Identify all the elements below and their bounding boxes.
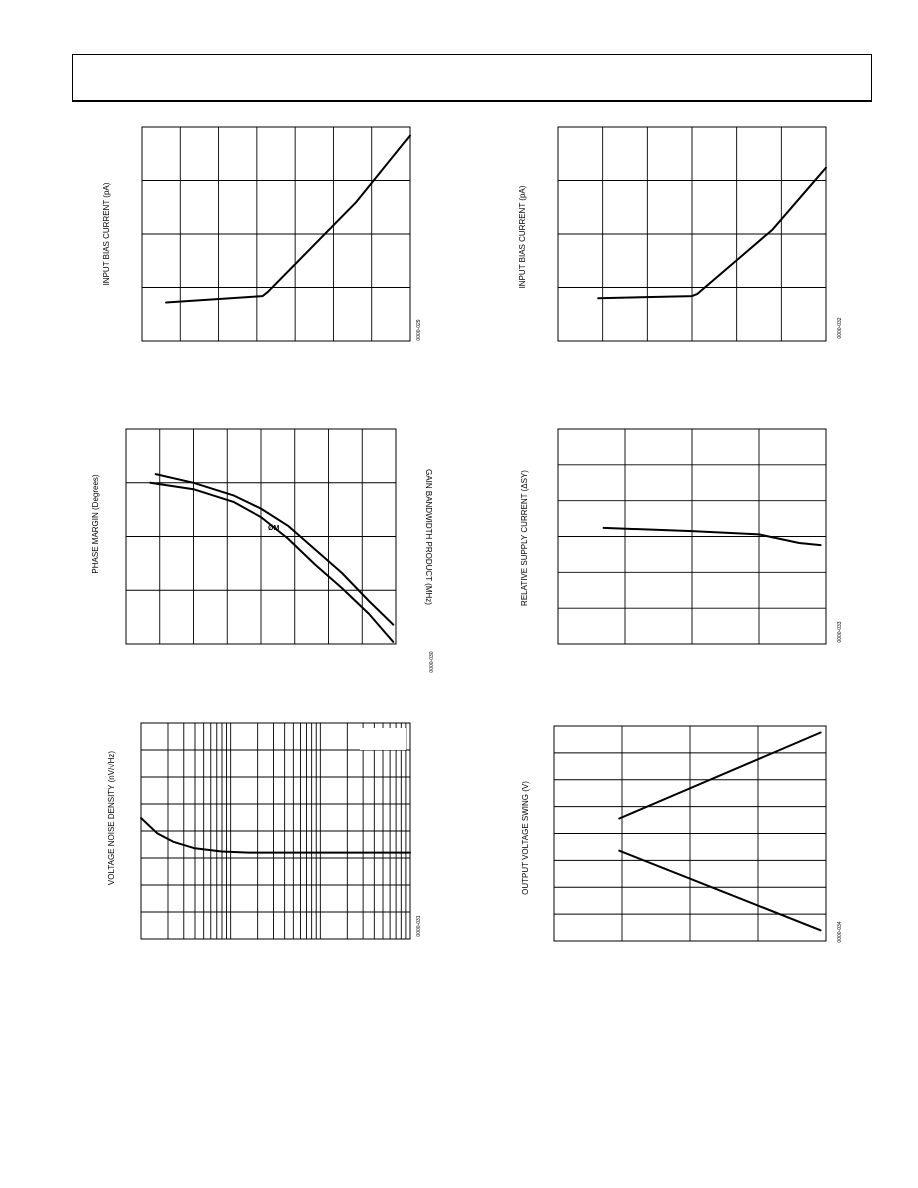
- series-line-0: [619, 733, 820, 819]
- chart-phase-margin-gbw: [91, 429, 435, 673]
- chart-series-group: [166, 136, 410, 303]
- chart-relative-supply-current: [520, 429, 843, 644]
- figure-id: 0000-032: [837, 317, 843, 339]
- y-axis-label: RELATIVE SUPPLY CURRENT (ΔSY): [520, 470, 529, 606]
- y-axis-label: VOLTAGE NOISE DENSITY (nV/√Hz): [107, 750, 116, 886]
- series-line-0: [166, 136, 410, 303]
- legend-mask: [360, 728, 406, 750]
- chart-grid: [558, 127, 826, 341]
- figure-id: 0000-031: [416, 915, 422, 937]
- chart-grid: [558, 429, 826, 644]
- series-line-0: [598, 168, 826, 299]
- chart-series-group: [619, 733, 820, 931]
- chart-input-bias-current-left: [102, 127, 422, 341]
- figure-id: 0000-033: [837, 621, 843, 643]
- chart-voltage-noise-density: [107, 723, 422, 939]
- chart-grid: [554, 726, 826, 941]
- chart-series-group: [150, 474, 393, 642]
- y-axis-label: OUTPUT VOLTAGE SWING (V): [521, 781, 530, 895]
- chart-series-group: [598, 168, 826, 299]
- chart-output-voltage-swing: [521, 726, 843, 943]
- chart-grid: [126, 429, 396, 644]
- chart-input-bias-current-right: [518, 127, 843, 341]
- series-line-1: [619, 851, 820, 931]
- y2-axis-label: GAIN BANDWIDTH PRODUCT (MHz): [424, 469, 433, 605]
- y-axis-label: INPUT BIAS CURRENT (pA): [102, 182, 111, 286]
- chart-series-group: [141, 818, 410, 853]
- figure-id: 0000-029: [416, 319, 422, 341]
- series-line-1: [150, 483, 393, 642]
- chart-grid: [142, 127, 410, 341]
- y-axis-label: INPUT BIAS CURRENT (pA): [518, 185, 527, 289]
- y-axis-label: PHASE MARGIN (Degrees): [91, 474, 100, 574]
- curve-annotation: ØM: [268, 525, 280, 532]
- chart-grid: [141, 723, 410, 939]
- figure-id: 0000-030: [429, 651, 435, 673]
- figure-id: 0000-034: [837, 921, 843, 943]
- series-line-0: [141, 818, 410, 853]
